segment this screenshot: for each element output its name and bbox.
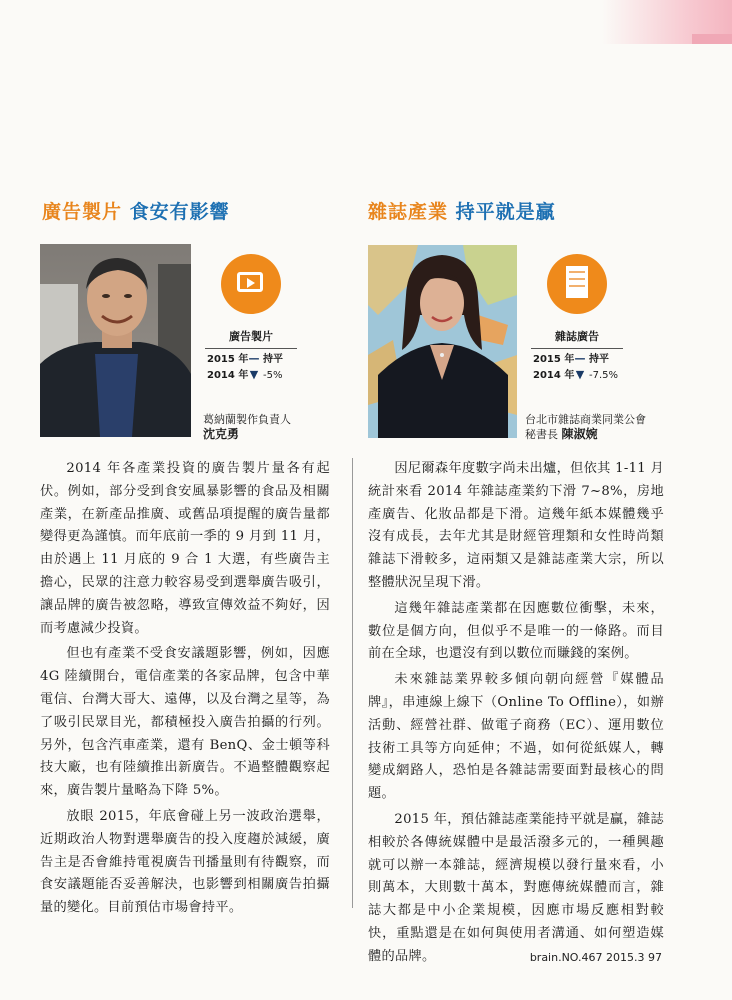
right-paragraph: 這幾年雜誌產業都在因應數位衝擊，未來，數位是個方向，但似乎不是唯一的一條路。而目前在全球，也還沒有到以數位而賺錢的案例。 [368, 600, 664, 662]
divider [205, 348, 297, 349]
left-heading-category: 廣告製片 [42, 201, 123, 223]
right-paragraph: 未來雜誌業界較多傾向朝向經營『媒體品牌』，串連線上線下（Online To Offline），如辦活動、經營社群、做電子商務（EC）、運用數位技術工具等方向延伸；不過，如何從紙媒人，轉變成網路人，恐怕是各雜誌需要面對最核心的問題。 [368, 672, 664, 802]
left-body-column [40, 458, 330, 923]
right-paragraph: 2015 年，預估雜誌產業能持平就是贏，雜誌相較於各傳統媒體中是最活潑多元的，一種興趣就可以辦一本雜誌，經濟規模以發行量來看，小則萬本，大則數十萬本，對應傳統媒體而言，雜誌大都是中小企業規模，因應市場反應相對較快，重點還是在如何與使用者溝通、如何塑造媒體的品牌。 [368, 811, 664, 964]
magazine-icon [547, 254, 607, 314]
right-stat-row-2014: 2014 年▼ -7.5% [533, 368, 619, 381]
right-stat-row-2015: 2015 年— 持平 [533, 352, 609, 365]
left-paragraph: 但也有產業不受食安議題影響，例如，因應 4G 陸續開台，電信產業的各家品牌，包含中華電信、台灣大哥大、遠傳，以及台灣之星等，為了吸引民眾目光，都積極投入廣告拍攝的行列。另外，包含汽車產業，還有 BenQ、金士頓等科技大廠，也有陸續推出新廣告。不過整體觀察起來，廣告製片量略為下降 5%。 [40, 646, 330, 799]
down-triangle-icon: ▼ [575, 368, 585, 381]
right-caption [525, 412, 646, 442]
left-stats-title: 廣告製片 [229, 330, 273, 343]
right-heading-title: 持平就是贏 [455, 201, 556, 223]
left-heading [42, 197, 230, 224]
right-heading-category: 雜誌產業 [368, 201, 449, 223]
right-stats-box [517, 248, 637, 428]
left-caption-name: 沈克勇 [203, 427, 240, 441]
corner-decoration [602, 0, 732, 44]
right-caption-title: 秘書長 [525, 428, 558, 441]
page-footer: brain.NO.467 2015.3 97 [529, 951, 662, 964]
left-caption-org: 葛納蘭製作負責人 [203, 413, 291, 426]
right-stats-title: 雜誌廣告 [555, 330, 599, 343]
left-paragraph: 2014 年各產業投資的廣告製片量各有起伏。例如，部分受到食安風暴影響的食品及相關產業，在新產品推廣、或舊品項提醒的廣告量都變得更為謹慎。而年底前一季的 9 月到 11 月，由於遇上 11 月底的 9 合 1 大選，有些廣告主擔心，民眾的注意力較容易受到選舉廣告吸引，讓品牌的廣告被忽略，導致宣傳效益不夠好，因而考慮減少投資。 [40, 461, 330, 636]
right-heading [368, 197, 556, 224]
flat-dash-icon: — [248, 352, 260, 365]
down-triangle-icon: ▼ [249, 368, 259, 381]
right-body-column [368, 458, 664, 972]
left-portrait-photo [40, 244, 191, 437]
video-icon [221, 254, 281, 314]
right-caption-org: 台北市雜誌商業同業公會 [525, 413, 646, 426]
left-caption [203, 412, 291, 442]
left-stat-row-2015: 2015 年— 持平 [207, 352, 283, 365]
column-divider [352, 458, 353, 908]
right-paragraph: 因尼爾森年度數字尚未出爐，但依其 1-11 月統計來看 2014 年雜誌產業約下滑 7~8%，房地產廣告、化妝品都是下滑。這幾年紙本媒體幾乎沒有成長，去年尤其是財經管理類和女性時尚類雜誌下滑較多，這兩類又是雜誌產業大宗，所以整體狀況呈現下滑。 [368, 461, 664, 590]
right-portrait-photo [368, 245, 517, 438]
left-stats-box [191, 248, 311, 428]
left-heading-title: 食安有影響 [129, 201, 230, 223]
left-paragraph: 放眼 2015，年底會碰上另一波政治選舉，近期政治人物對選舉廣告的投入度趨於減緩，廣告主是否會維持電視廣告刊播量則有待觀察，而食安議題能否妥善解決，也影響到相關廣告拍攝量的變化。目前預估市場會持平。 [40, 808, 330, 916]
left-stat-row-2014: 2014 年▼ -5% [207, 368, 283, 381]
right-caption-name: 陳淑婉 [561, 427, 598, 441]
divider [531, 348, 623, 349]
flat-dash-icon: — [574, 352, 586, 365]
